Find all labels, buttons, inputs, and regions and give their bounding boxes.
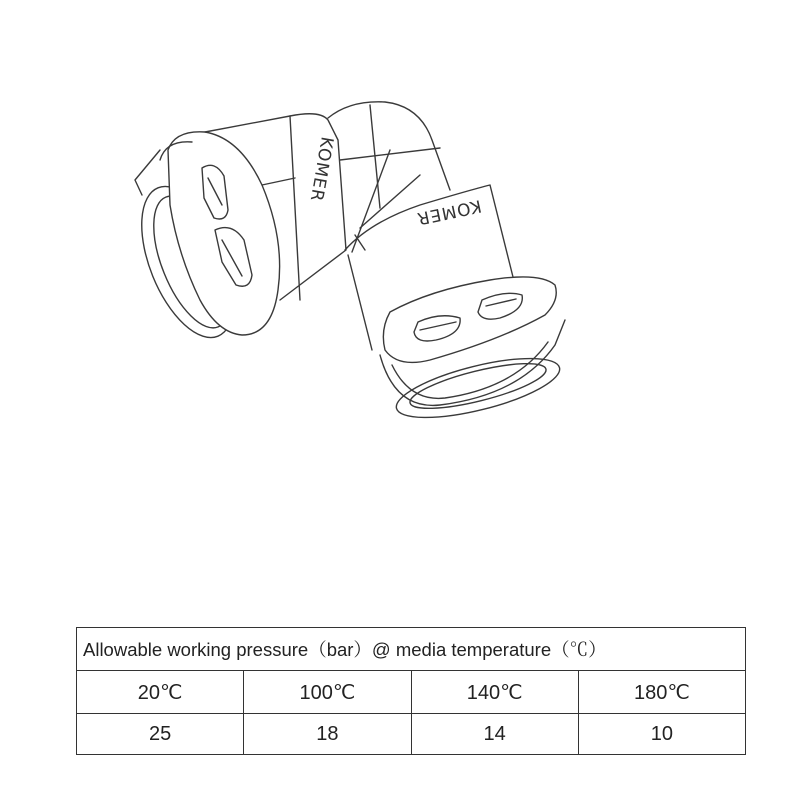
left-flange-plate: [160, 132, 280, 335]
temperature-row: [77, 671, 746, 714]
pressure-cell: 10: [578, 714, 745, 755]
temperature-cell: 140℃: [411, 671, 578, 714]
pressure-cell: 14: [411, 714, 578, 755]
pressure-row: [77, 714, 746, 755]
temperature-cell: 20℃: [77, 671, 244, 714]
pressure-cell: 18: [244, 714, 411, 755]
temperature-cell: 180℃: [578, 671, 745, 714]
pressure-temperature-table: [76, 627, 746, 755]
temperature-cell: 100℃: [244, 671, 411, 714]
pressure-cell: 25: [77, 714, 244, 755]
right-flange-plate: [383, 277, 556, 363]
brand-mark-lower: KOMER: [414, 195, 484, 229]
brand-mark-upper: KOMER: [305, 135, 337, 204]
table-caption: Allowable working pressure（bar）@ media temperature（℃）: [77, 628, 746, 671]
elbow-top-cap: [328, 102, 450, 252]
